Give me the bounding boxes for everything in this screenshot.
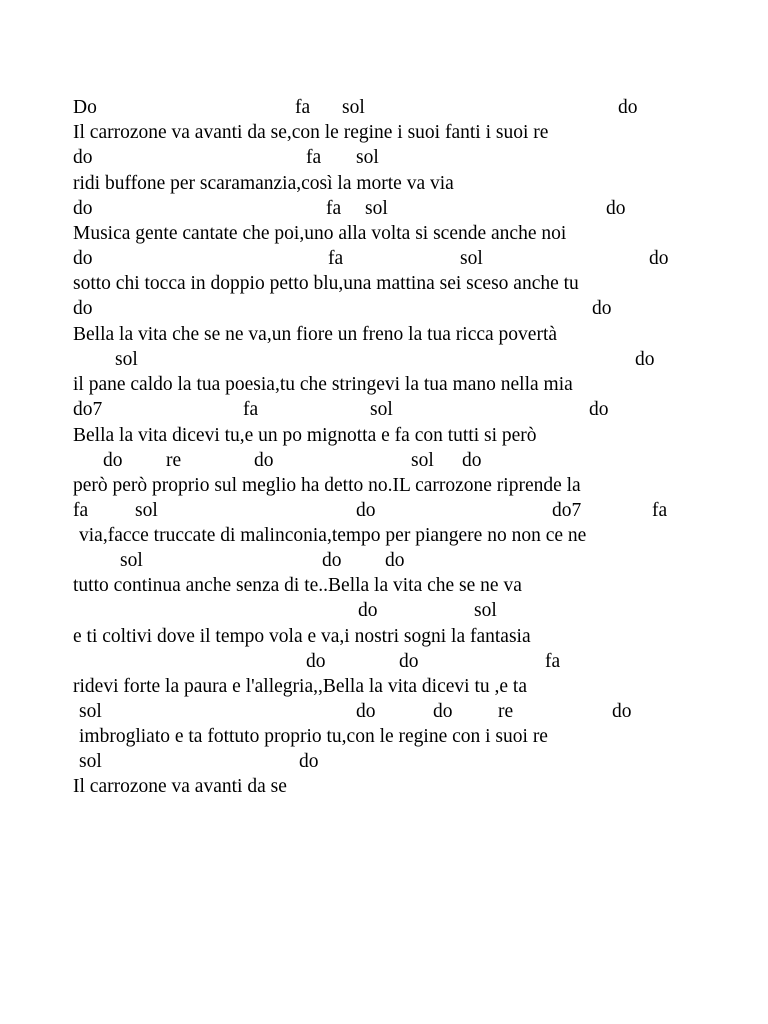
chord: do xyxy=(299,751,319,772)
chord: do xyxy=(73,298,93,319)
lyric-text: Il carrozone va avanti da se,con le regine i suoi fanti i suoi re xyxy=(73,122,549,143)
chord: do xyxy=(103,450,123,471)
lyric-text: ridi buffone per scaramanzia,così la morte va via xyxy=(73,173,454,194)
chord: do7 xyxy=(552,500,582,521)
chord: do xyxy=(399,651,419,672)
chord: sol xyxy=(342,97,365,118)
chord: do xyxy=(462,450,482,471)
chord: fa xyxy=(243,399,259,420)
chord: do xyxy=(73,147,93,168)
chord: do xyxy=(649,248,669,269)
lyric-text: Bella la vita che se ne va,un fiore un freno la tua ricca povertà xyxy=(73,324,558,345)
chord: sol xyxy=(370,399,393,420)
lyric-text: imbrogliato e ta fottuto proprio tu,con le regine con i suoi re xyxy=(79,726,548,747)
chord: do xyxy=(635,349,655,370)
lyric-text: via,facce truccate di malinconia,tempo per piangere no non ce ne xyxy=(79,525,587,546)
chord: sol xyxy=(474,600,497,621)
chord: fa xyxy=(306,147,322,168)
chord: sol xyxy=(356,147,379,168)
chord: do xyxy=(385,550,405,571)
chord: fa xyxy=(545,651,561,672)
lyric-text: sotto chi tocca in doppio petto blu,una mattina sei sceso anche tu xyxy=(73,273,579,294)
lyric-text: ridevi forte la paura e l'allegria,,Bella la vita dicevi tu ,e ta xyxy=(73,676,527,697)
chord: do xyxy=(356,701,376,722)
lyric-text: e ti coltivi dove il tempo vola e va,i nostri sogni la fantasia xyxy=(73,626,531,647)
lyric-text: Bella la vita dicevi tu,e un po mignotta e fa con tutti si però xyxy=(73,425,537,446)
chord: do xyxy=(356,500,376,521)
chord: fa xyxy=(326,198,342,219)
chord: do xyxy=(606,198,626,219)
chord: do xyxy=(589,399,609,420)
lyric-text: tutto continua anche senza di te..Bella la vita che se ne va xyxy=(73,575,522,596)
chord: fa xyxy=(73,500,89,521)
chord: do xyxy=(618,97,638,118)
chord: do xyxy=(322,550,342,571)
chord: fa xyxy=(328,248,344,269)
chord: re xyxy=(498,701,514,722)
chord: do7 xyxy=(73,399,103,420)
chord: do xyxy=(254,450,274,471)
chord: fa xyxy=(652,500,668,521)
lyric-text: però però proprio sul meglio ha detto no.IL carrozone riprende la xyxy=(73,475,581,496)
chord: do xyxy=(358,600,378,621)
chord: do xyxy=(433,701,453,722)
lyric-text: il pane caldo la tua poesia,tu che stringevi la tua mano nella mia xyxy=(73,374,573,395)
chord: sol xyxy=(79,751,102,772)
chord: sol xyxy=(411,450,434,471)
chord: do xyxy=(73,248,93,269)
chord: fa xyxy=(295,97,311,118)
chord: sol xyxy=(120,550,143,571)
chord: re xyxy=(166,450,182,471)
chord: do xyxy=(73,198,93,219)
lyric-text: Il carrozone va avanti da se xyxy=(73,776,287,797)
lyric-text: Musica gente cantate che poi,uno alla volta si scende anche noi xyxy=(73,223,567,244)
chord: sol xyxy=(79,701,102,722)
chord: do xyxy=(592,298,612,319)
chord: do xyxy=(306,651,326,672)
chord: do xyxy=(612,701,632,722)
chord: sol xyxy=(135,500,158,521)
chord: Do xyxy=(73,97,97,118)
chord: sol xyxy=(365,198,388,219)
chord: sol xyxy=(115,349,138,370)
chord: sol xyxy=(460,248,483,269)
